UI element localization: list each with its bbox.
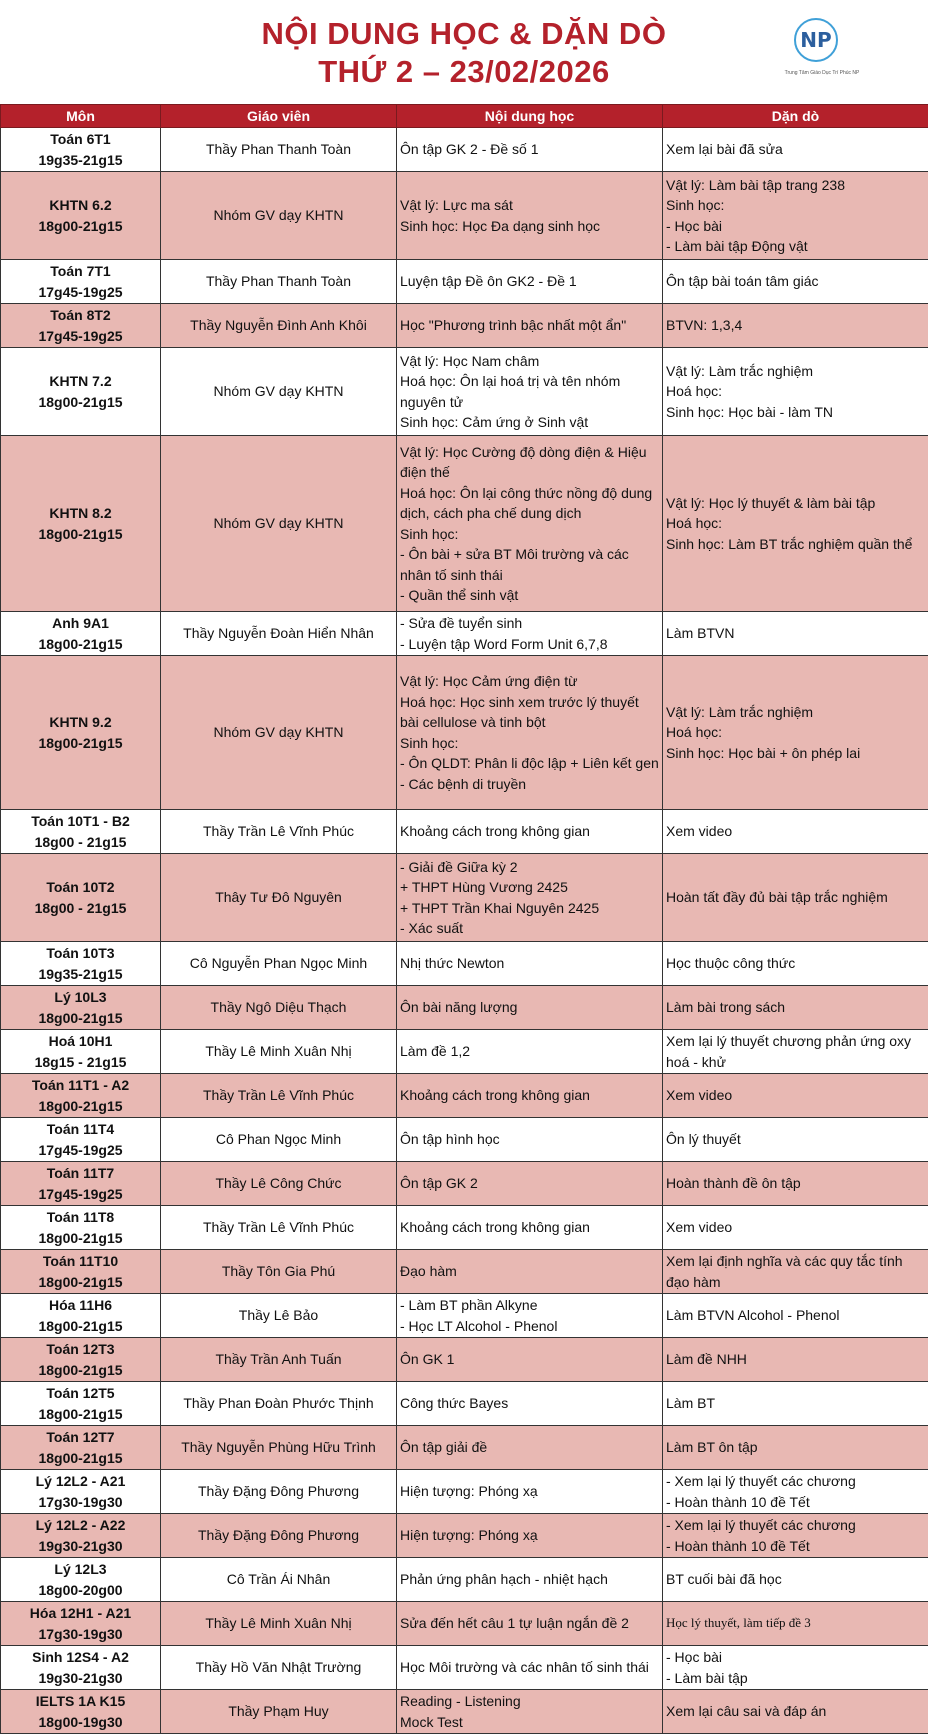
schedule-table xyxy=(0,104,928,1734)
table-row xyxy=(1,1118,928,1162)
class-time: 18g15 - 21g15 xyxy=(34,1053,127,1070)
homework-cell: Học lý thuyết, làm tiếp đề 3 xyxy=(663,1602,928,1646)
class-name: Toán 10T2 xyxy=(46,879,115,895)
class-time: 17g45-19g25 xyxy=(38,327,123,344)
content-cell: Ôn tập giải đề xyxy=(397,1426,663,1470)
subject-cell xyxy=(1,1162,161,1206)
homework-cell: Xem lại câu sai và đáp án xyxy=(663,1690,928,1734)
content-cell: Hiện tượng: Phóng xạ xyxy=(397,1470,663,1514)
table-row xyxy=(1,1514,928,1558)
class-name: Toán 12T3 xyxy=(46,1341,115,1357)
class-time: 18g00-21g15 xyxy=(38,217,123,234)
table-row xyxy=(1,1470,928,1514)
class-time: 17g30-19g30 xyxy=(38,1625,123,1642)
homework-cell: - Xem lại lý thuyết các chương - Hoàn thành 10 đề Tết xyxy=(663,1514,928,1558)
content-cell: - Sửa đề tuyển sinh - Luyện tập Word Form Unit 6,7,8 xyxy=(397,612,663,656)
subject-cell xyxy=(1,1470,161,1514)
class-time: 18g00 - 21g15 xyxy=(34,899,127,916)
homework-cell: BT cuối bài đã học xyxy=(663,1558,928,1602)
homework-cell: Làm BT xyxy=(663,1382,928,1426)
subject-cell xyxy=(1,348,161,436)
content-cell: Học Môi trường và các nhân tố sinh thái xyxy=(397,1646,663,1690)
homework-cell: - Học bài - Làm bài tập xyxy=(663,1646,928,1690)
table-row xyxy=(1,1074,928,1118)
column-header-content: Nội dung học xyxy=(397,105,663,128)
teacher-cell: Thầy Lê Minh Xuân Nhị xyxy=(161,1602,397,1646)
class-name: Hóa 11H6 xyxy=(48,1297,113,1313)
class-name: Toán 10T1 - B2 xyxy=(31,813,130,829)
teacher-cell: Thầy Ngô Diệu Thạch xyxy=(161,986,397,1030)
teacher-cell: Thầy Nguyễn Phùng Hữu Trình xyxy=(161,1426,397,1470)
homework-cell: Làm BT ôn tập xyxy=(663,1426,928,1470)
subject-cell xyxy=(1,1646,161,1690)
class-name: KHTN 7.2 xyxy=(49,373,112,389)
class-time: 17g45-19g25 xyxy=(38,1141,123,1158)
homework-cell: Xem lại lý thuyết chương phản ứng oxy hoá - khử xyxy=(663,1030,928,1074)
class-name: Lý 12L3 xyxy=(54,1561,107,1577)
class-name: Lý 10L3 xyxy=(54,989,107,1005)
content-cell: Vật lý: Học Nam châm Hoá học: Ôn lại hoá trị và tên nhóm nguyên tử Sinh học: Cảm ứng ở Sinh vật xyxy=(397,348,663,436)
table-row xyxy=(1,1646,928,1690)
table-row xyxy=(1,128,928,172)
content-cell: - Làm BT phần Alkyne - Học LT Alcohol - Phenol xyxy=(397,1294,663,1338)
class-name: Hóa 12H1 - A21 xyxy=(29,1605,132,1621)
homework-cell: Ôn lý thuyết xyxy=(663,1118,928,1162)
subject-cell xyxy=(1,1294,161,1338)
content-cell: Sửa đến hết câu 1 tự luận ngắn đề 2 xyxy=(397,1602,663,1646)
class-name: Sinh 12S4 - A2 xyxy=(32,1649,129,1665)
subject-cell xyxy=(1,1514,161,1558)
table-row xyxy=(1,304,928,348)
teacher-cell: Cô Trần Ái Nhân xyxy=(161,1558,397,1602)
content-cell: Làm đề 1,2 xyxy=(397,1030,663,1074)
class-time: 18g00-19g30 xyxy=(38,1713,123,1730)
content-cell: Công thức Bayes xyxy=(397,1382,663,1426)
class-name: Toán 11T8 xyxy=(46,1209,115,1225)
homework-cell: Xem video xyxy=(663,1074,928,1118)
homework-cell: Hoàn tất đầy đủ bài tập trắc nghiệm xyxy=(663,854,928,942)
homework-cell: Vật lý: Học lý thuyết & làm bài tập Hoá học: Sinh học: Làm BT trắc nghiệm quần thể xyxy=(663,436,928,612)
teacher-cell: Thầy Nguyễn Đoàn Hiển Nhân xyxy=(161,612,397,656)
subject-cell xyxy=(1,810,161,854)
subject-cell xyxy=(1,942,161,986)
teacher-cell: Thầy Trần Lê Vĩnh Phúc xyxy=(161,1074,397,1118)
homework-cell: Học thuộc công thức xyxy=(663,942,928,986)
table-row xyxy=(1,1602,928,1646)
table-row xyxy=(1,854,928,942)
subject-cell xyxy=(1,172,161,260)
class-name: Hoá 10H1 xyxy=(48,1033,113,1049)
homework-cell: Vật lý: Làm bài tập trang 238 Sinh học: - Học bài - Làm bài tập Động vật xyxy=(663,172,928,260)
teacher-cell: Thầy Phan Thanh Toàn xyxy=(161,260,397,304)
homework-cell: Xem video xyxy=(663,810,928,854)
subject-cell xyxy=(1,1250,161,1294)
subject-cell xyxy=(1,656,161,810)
class-time: 19g30-21g30 xyxy=(38,1669,123,1686)
class-time: 18g00-21g15 xyxy=(38,1273,123,1290)
content-cell: Ôn GK 1 xyxy=(397,1338,663,1382)
teacher-cell: Thầy Trần Lê Vĩnh Phúc xyxy=(161,810,397,854)
homework-cell: - Xem lại lý thuyết các chương - Hoàn thành 10 đề Tết xyxy=(663,1470,928,1514)
class-time: 18g00-21g15 xyxy=(38,734,123,751)
content-cell: Luyện tập Đề ôn GK2 - Đề 1 xyxy=(397,260,663,304)
class-name: Toán 11T4 xyxy=(46,1121,115,1137)
class-name: Lý 12L2 - A21 xyxy=(35,1473,126,1489)
class-time: 17g30-19g30 xyxy=(38,1493,123,1510)
subject-cell xyxy=(1,128,161,172)
class-time: 18g00-20g00 xyxy=(38,1581,123,1598)
table-row xyxy=(1,1690,928,1734)
subject-cell xyxy=(1,1118,161,1162)
class-name: Anh 9A1 xyxy=(52,615,109,631)
class-time: 18g00-21g15 xyxy=(38,1405,123,1422)
subject-cell xyxy=(1,1382,161,1426)
homework-cell: Xem lại bài đã sửa xyxy=(663,128,928,172)
table-row xyxy=(1,612,928,656)
subject-cell xyxy=(1,854,161,942)
homework-cell: BTVN: 1,3,4 xyxy=(663,304,928,348)
teacher-cell: Thầy Phan Đoàn Phước Thịnh xyxy=(161,1382,397,1426)
content-cell: Học "Phương trình bậc nhất một ẩn" xyxy=(397,304,663,348)
class-name: Lý 12L2 - A22 xyxy=(35,1517,126,1533)
content-cell: Ôn tập GK 2 xyxy=(397,1162,663,1206)
table-row xyxy=(1,436,928,612)
class-name: Toán 11T7 xyxy=(46,1165,115,1181)
homework-cell: Làm BTVN Alcohol - Phenol xyxy=(663,1294,928,1338)
homework-cell: Hoàn thành đề ôn tập xyxy=(663,1162,928,1206)
table-row xyxy=(1,942,928,986)
content-cell: Đạo hàm xyxy=(397,1250,663,1294)
schedule-rows xyxy=(1,128,928,1734)
content-cell: Vật lý: Học Cảm ứng điện từ Hoá học: Học sinh xem trước lý thuyết bài cellulose và tinh bột Sinh học: - Ôn QLDT: Phân li độc lập + Liên kết gen - Các bệnh di truyền xyxy=(397,656,663,810)
content-cell: Hiện tượng: Phóng xạ xyxy=(397,1514,663,1558)
teacher-cell: Thầy Lê Công Chức xyxy=(161,1162,397,1206)
teacher-cell: Nhóm GV dạy KHTN xyxy=(161,172,397,260)
class-time: 17g45-19g25 xyxy=(38,283,123,300)
teacher-cell: Thầy Hồ Văn Nhật Trường xyxy=(161,1646,397,1690)
subject-cell xyxy=(1,612,161,656)
subject-cell xyxy=(1,1426,161,1470)
subject-cell xyxy=(1,1030,161,1074)
class-name: KHTN 9.2 xyxy=(49,714,112,730)
class-time: 18g00-21g15 xyxy=(38,525,123,542)
class-time: 18g00-21g15 xyxy=(38,1229,123,1246)
page-header xyxy=(0,0,928,104)
homework-cell: Làm BTVN xyxy=(663,612,928,656)
class-time: 18g00-21g15 xyxy=(38,393,123,410)
teacher-cell: Thây Tư Đô Nguyên xyxy=(161,854,397,942)
class-name: IELTS 1A K15 xyxy=(35,1693,126,1709)
logo-icon: NP xyxy=(794,18,838,62)
table-row xyxy=(1,1206,928,1250)
logo-caption: Trung Tâm Giáo Dục Trí Phúc NP xyxy=(784,70,860,76)
homework-cell: Làm bài trong sách xyxy=(663,986,928,1030)
table-row xyxy=(1,1426,928,1470)
table-row xyxy=(1,1338,928,1382)
class-name: KHTN 6.2 xyxy=(49,197,112,213)
table-row xyxy=(1,1382,928,1426)
column-header-homework: Dặn dò xyxy=(663,105,928,128)
subject-cell xyxy=(1,1206,161,1250)
content-cell: Reading - Listening Mock Test xyxy=(397,1690,663,1734)
teacher-cell: Thầy Phan Thanh Toàn xyxy=(161,128,397,172)
column-header-teacher: Giáo viên xyxy=(161,105,397,128)
table-row xyxy=(1,1250,928,1294)
class-time: 17g45-19g25 xyxy=(38,1185,123,1202)
subject-cell xyxy=(1,304,161,348)
class-time: 18g00-21g15 xyxy=(38,635,123,652)
class-time: 19g30-21g30 xyxy=(38,1537,123,1554)
center-logo xyxy=(780,18,876,84)
subject-cell xyxy=(1,260,161,304)
table-row xyxy=(1,1294,928,1338)
content-cell: Phản ứng phân hạch - nhiệt hạch xyxy=(397,1558,663,1602)
class-time: 19g35-21g15 xyxy=(38,965,123,982)
class-time: 18g00 - 21g15 xyxy=(34,833,127,850)
page-title: NỘI DUNG HỌC & DẶN DÒ xyxy=(261,16,667,51)
class-time: 19g35-21g15 xyxy=(38,151,123,168)
class-name: Toán 8T2 xyxy=(50,307,111,323)
teacher-cell: Nhóm GV dạy KHTN xyxy=(161,656,397,810)
class-time: 18g00-21g15 xyxy=(38,1009,123,1026)
table-row xyxy=(1,656,928,810)
column-header-subject: Môn xyxy=(1,105,161,128)
homework-cell: Làm đề NHH xyxy=(663,1338,928,1382)
class-name: Toán 7T1 xyxy=(50,263,111,279)
teacher-cell: Thầy Nguyễn Đình Anh Khôi xyxy=(161,304,397,348)
subject-cell xyxy=(1,986,161,1030)
class-time: 18g00-21g15 xyxy=(38,1317,123,1334)
table-header-row xyxy=(1,105,928,128)
teacher-cell: Thầy Trần Lê Vĩnh Phúc xyxy=(161,1206,397,1250)
class-name: KHTN 8.2 xyxy=(49,505,112,521)
homework-cell: Vật lý: Làm trắc nghiệm Hoá học: Sinh học: Học bài - làm TN xyxy=(663,348,928,436)
subject-cell xyxy=(1,1558,161,1602)
content-cell: Ôn tập GK 2 - Đề số 1 xyxy=(397,128,663,172)
teacher-cell: Nhóm GV dạy KHTN xyxy=(161,348,397,436)
teacher-cell: Thầy Tôn Gia Phú xyxy=(161,1250,397,1294)
teacher-cell: Thầy Lê Bảo xyxy=(161,1294,397,1338)
homework-cell: Xem lại định nghĩa và các quy tắc tính đạo hàm xyxy=(663,1250,928,1294)
class-name: Toán 12T7 xyxy=(46,1429,115,1445)
class-name: Toán 12T5 xyxy=(46,1385,115,1401)
class-name: Toán 6T1 xyxy=(50,131,111,147)
table-row xyxy=(1,1030,928,1074)
table-row xyxy=(1,1162,928,1206)
class-time: 18g00-21g15 xyxy=(38,1097,123,1114)
table-row xyxy=(1,260,928,304)
table-row xyxy=(1,1558,928,1602)
subject-cell xyxy=(1,1602,161,1646)
class-name: Toán 10T3 xyxy=(46,945,115,961)
content-cell: Khoảng cách trong không gian xyxy=(397,810,663,854)
class-name: Toán 11T10 xyxy=(42,1253,119,1269)
class-time: 18g00-21g15 xyxy=(38,1449,123,1466)
content-cell: Khoảng cách trong không gian xyxy=(397,1074,663,1118)
homework-cell: Vật lý: Làm trắc nghiệm Hoá học: Sinh học: Học bài + ôn phép lai xyxy=(663,656,928,810)
homework-cell: Ôn tập bài toán tâm giác xyxy=(663,260,928,304)
table-row xyxy=(1,810,928,854)
table-row xyxy=(1,172,928,260)
homework-cell: Xem video xyxy=(663,1206,928,1250)
class-time: 18g00-21g15 xyxy=(38,1361,123,1378)
subject-cell xyxy=(1,1338,161,1382)
content-cell: - Giải đề Giữa kỳ 2 + THPT Hùng Vương 2425 + THPT Trần Khai Nguyên 2425 - Xác suất xyxy=(397,854,663,942)
subject-cell xyxy=(1,1690,161,1734)
content-cell: Vật lý: Lực ma sát Sinh học: Học Đa dạng sinh học xyxy=(397,172,663,260)
content-cell: Ôn bài năng lượng xyxy=(397,986,663,1030)
content-cell: Nhị thức Newton xyxy=(397,942,663,986)
teacher-cell: Thầy Đặng Đông Phương xyxy=(161,1514,397,1558)
teacher-cell: Nhóm GV dạy KHTN xyxy=(161,436,397,612)
teacher-cell: Thầy Lê Minh Xuân Nhị xyxy=(161,1030,397,1074)
subject-cell xyxy=(1,1074,161,1118)
table-row xyxy=(1,348,928,436)
table-row xyxy=(1,986,928,1030)
class-name: Toán 11T1 - A2 xyxy=(31,1077,130,1093)
teacher-cell: Cô Nguyễn Phan Ngọc Minh xyxy=(161,942,397,986)
content-cell: Ôn tập hình học xyxy=(397,1118,663,1162)
content-cell: Vật lý: Học Cường độ dòng điện & Hiệu điện thế Hoá học: Ôn lại công thức nồng độ dung dịch, cách pha chế dung dịch Sinh học: - Ôn bài + sửa BT Môi trường và các nhân tố sinh thái - Quần thể sinh vật xyxy=(397,436,663,612)
subject-cell xyxy=(1,436,161,612)
teacher-cell: Cô Phan Ngọc Minh xyxy=(161,1118,397,1162)
page-date: THỨ 2 – 23/02/2026 xyxy=(318,54,610,89)
teacher-cell: Thầy Phạm Huy xyxy=(161,1690,397,1734)
teacher-cell: Thầy Trần Anh Tuấn xyxy=(161,1338,397,1382)
teacher-cell: Thầy Đặng Đông Phương xyxy=(161,1470,397,1514)
content-cell: Khoảng cách trong không gian xyxy=(397,1206,663,1250)
